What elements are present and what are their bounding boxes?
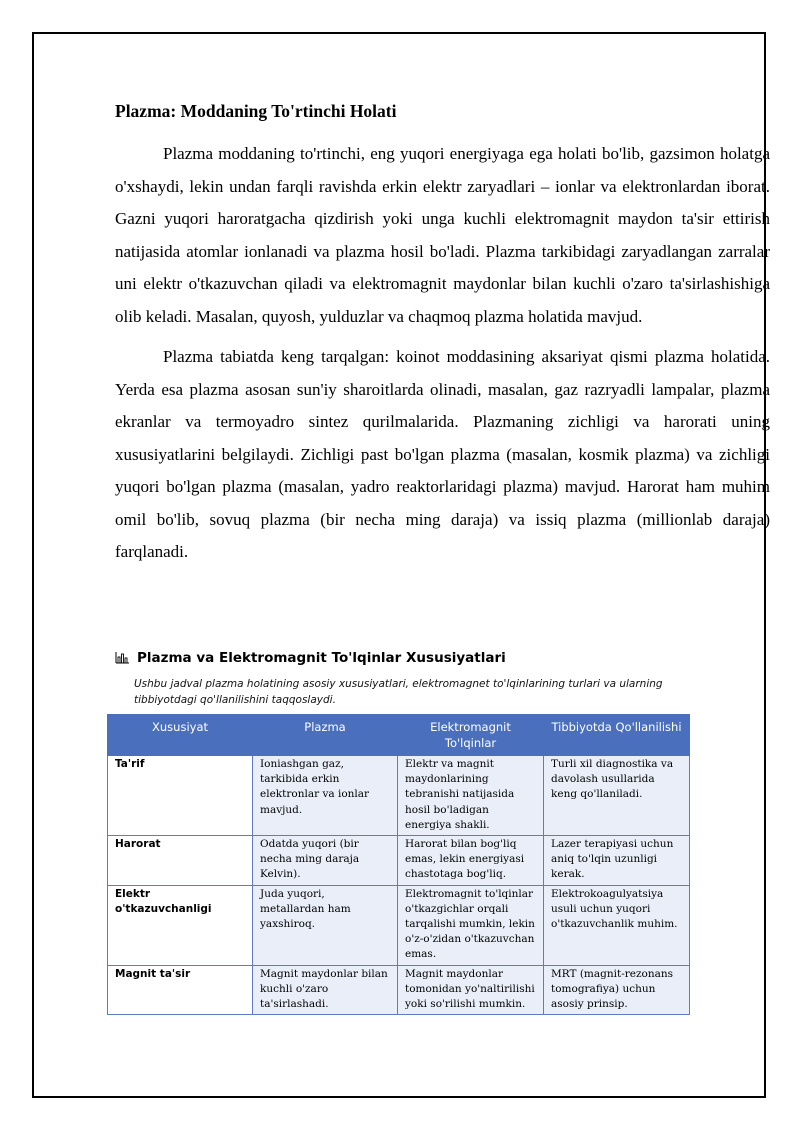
paragraph: Plazma tabiatda keng tarqalgan: koinot moddasining aksariyat qismi plazma holatida. Yerda esa plazma asosan sun'iy sharoitlarda olinadi, masalan, gaz razryadli lampalar, plazma ekranlar va termoyadro sintez qurilmalarida. Plazmaning zichligi va harorati uning xususiyatlarini belgilaydi. Zichligi past bo'lgan plazma (masalan, kosmik plazma) va zichligi yuqori bo'lgan plazma (masalan, yadro reaktorlaridagi plazma) mavjud. Harorat ham muhim omil bo'lib, sovuq plazma (bir necha ming daraja) va issiq plazma (millionlab daraja) farqlanadi. bbox=[115, 347, 770, 561]
table-section bbox=[115, 650, 690, 1015]
row-label: Ta'rif bbox=[108, 756, 253, 836]
table-cell: Ioniashgan gaz, tarkibida erkin elektronlar va ionlar mavjud. bbox=[253, 756, 398, 836]
bar-chart-icon bbox=[115, 652, 129, 664]
table-cell: Turli xil diagnostika va davolash usullarida keng qo'llaniladi. bbox=[544, 756, 690, 836]
table-cell: Magnit maydonlar tomonidan yo'naltirilishi yoki so'rilishi mumkin. bbox=[398, 965, 544, 1015]
document-title: Plazma: Moddaning To'rtinchi Holati bbox=[115, 101, 397, 121]
column-header: Tibbiyotda Qo'llanilishi bbox=[544, 715, 690, 756]
table-cell: Elektr va magnit maydonlarining tebranishi natijasida hosil bo'ladigan energiya shakli. bbox=[398, 756, 544, 836]
row-label: Magnit ta'sir bbox=[108, 965, 253, 1015]
row-label: Harorat bbox=[108, 836, 253, 886]
column-header: Elektromagnit To'lqinlar bbox=[398, 715, 544, 756]
document-body bbox=[115, 98, 770, 577]
column-header: Xususiyat bbox=[108, 715, 253, 756]
table-cell: Juda yuqori, metallardan ham yaxshiroq. bbox=[253, 885, 398, 965]
column-header: Plazma bbox=[253, 715, 398, 756]
table-cell: Odatda yuqori (bir necha ming daraja Kelvin). bbox=[253, 836, 398, 886]
table-caption: Ushbu jadval plazma holatining asosiy xususiyatlari, elektromagnet to'lqinlarining turlari va ularning tibbiyotdagi qo'llanilishini taqqoslaydi. bbox=[134, 678, 663, 706]
table-header-row bbox=[108, 715, 690, 756]
table-cell: Elektrokoagulyatsiya usuli uchun yuqori o'tkazuvchanlik muhim. bbox=[544, 885, 690, 965]
paragraph: Plazma moddaning to'rtinchi, eng yuqori energiyaga ega holati bo'lib, gazsimon holatga o'xshaydi, lekin undan farqli ravishda erkin elektr zaryadlari – ionlar va elektronlardan iborat. Gazni yuqori haroratgacha qizdirish yoki unga kuchli elektromagnit maydon ta'sir ettirish natijasida atomlar ionlanadi va plazma hosil bo'ladi. Plazma tarkibidagi zaryadlangan zarralar uni elektr o'tkazuvchan qiladi va elektromagnit maydonlar bilan kuchli o'zaro ta'sirlashishiga olib keladi. Masalan, quyosh, yulduzlar va chaqmoq plazma holatida mavjud. bbox=[115, 144, 770, 326]
comparison-table bbox=[107, 714, 690, 1015]
table-row bbox=[108, 836, 690, 886]
table-cell: MRT (magnit-rezonans tomografiya) uchun asosiy prinsip. bbox=[544, 965, 690, 1015]
table-cell: Elektromagnit to'lqinlar o'tkazgichlar orqali tarqalishi mumkin, lekin o'z-o'zidan o'tkazuvchan emas. bbox=[398, 885, 544, 965]
table-row bbox=[108, 756, 690, 836]
table-row bbox=[108, 965, 690, 1015]
table-heading bbox=[115, 650, 690, 666]
row-label: Elektr o'tkazuvchanligi bbox=[108, 885, 253, 965]
table-cell: Magnit maydonlar bilan kuchli o'zaro ta'sirlashadi. bbox=[253, 965, 398, 1015]
table-row bbox=[108, 885, 690, 965]
table-heading-text: Plazma va Elektromagnit To'lqinlar Xususiyatlari bbox=[137, 650, 506, 666]
table-cell: Harorat bilan bog'liq emas, lekin energiyasi chastotaga bog'liq. bbox=[398, 836, 544, 886]
table-cell: Lazer terapiyasi uchun aniq to'lqin uzunligi kerak. bbox=[544, 836, 690, 886]
